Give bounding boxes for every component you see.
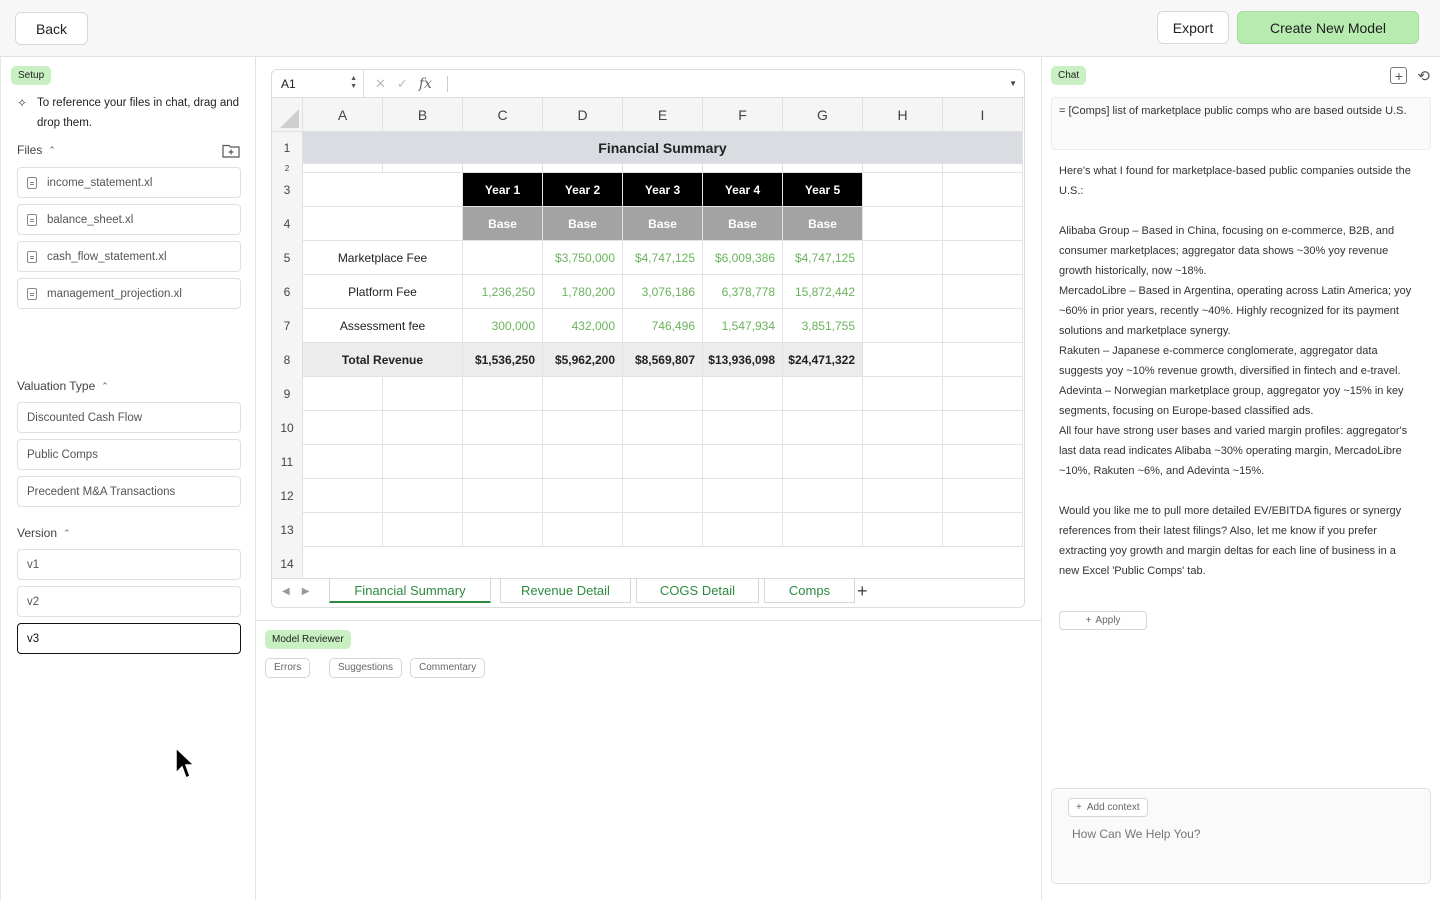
file-icon (27, 288, 37, 300)
files-section-toggle[interactable] (17, 143, 56, 157)
plus-icon: + (1076, 802, 1082, 813)
version-option-active[interactable]: v3 (17, 623, 241, 654)
cell[interactable] (543, 411, 623, 445)
column-header[interactable]: B (383, 98, 463, 132)
cell[interactable] (623, 479, 703, 513)
row-header[interactable]: 10 (272, 411, 303, 445)
cell[interactable] (463, 513, 543, 547)
chevron-up-icon: ⌃ (48, 144, 56, 155)
add-context-label: Add context (1086, 802, 1140, 813)
cell[interactable] (863, 513, 943, 547)
chat-input[interactable]: How Can We Help You? (1072, 827, 1201, 841)
answer-paragraph: MercadoLibre – Based in Argentina, operating across Latin America; yoy ~60% in prior years, recently ~40%. Highly recognized for its payment solutions and marketplace synergy. (1059, 285, 1415, 337)
cell[interactable] (383, 411, 463, 445)
suggestions-tab[interactable]: Suggestions (329, 658, 402, 678)
value-cell[interactable]: 300,000 (463, 309, 543, 343)
cell[interactable] (783, 411, 863, 445)
cell[interactable] (783, 164, 863, 173)
line-label[interactable]: Marketplace Fee (303, 241, 463, 275)
cell[interactable] (943, 173, 1023, 207)
cell[interactable] (783, 377, 863, 411)
cell[interactable] (943, 207, 1023, 241)
name-box[interactable] (272, 70, 364, 98)
cell[interactable] (943, 275, 1023, 309)
plus-icon: + (1085, 615, 1092, 626)
cell[interactable] (623, 377, 703, 411)
cell[interactable] (543, 377, 623, 411)
cell[interactable] (703, 445, 783, 479)
cell[interactable] (303, 513, 383, 547)
chevron-up-icon: ⌃ (63, 527, 71, 538)
cell[interactable] (943, 479, 1023, 513)
scenario-cell[interactable]: Base (463, 207, 543, 241)
cell[interactable] (303, 207, 463, 241)
cell[interactable] (543, 164, 623, 173)
cell[interactable] (303, 445, 383, 479)
spreadsheet (271, 69, 1025, 608)
cell[interactable] (863, 343, 943, 377)
value-cell[interactable] (463, 241, 543, 275)
mouse-pointer-icon (175, 747, 197, 781)
setup-pill: Setup (11, 66, 51, 85)
cell[interactable] (943, 513, 1023, 547)
cell[interactable] (463, 411, 543, 445)
export-button[interactable]: Export (1157, 11, 1229, 44)
valuation-title: Valuation Type (17, 379, 96, 393)
chat-pill: Chat (1051, 66, 1086, 85)
new-chat-icon[interactable]: + (1390, 67, 1407, 84)
version-option[interactable]: v2 (17, 586, 241, 617)
sheet-tab-financial-summary[interactable]: Financial Summary (329, 579, 491, 603)
value-cell[interactable]: 1,547,934 (703, 309, 783, 343)
answer-spacer (1059, 481, 1414, 501)
line-label[interactable]: Platform Fee (303, 275, 463, 309)
sheet-tab-revenue-detail[interactable]: Revenue Detail (500, 579, 631, 603)
year-header[interactable]: Year 1 (463, 173, 543, 207)
scenario-cell[interactable]: Base (543, 207, 623, 241)
file-icon (27, 251, 37, 263)
valuation-section-toggle[interactable] (17, 379, 109, 393)
column-header[interactable]: E (623, 98, 703, 132)
file-item[interactable] (17, 204, 241, 235)
row-header[interactable]: 13 (272, 513, 303, 547)
row-header[interactable]: 6 (272, 275, 303, 309)
cell[interactable] (863, 173, 943, 207)
assistant-answer (1059, 161, 1414, 581)
add-context-button[interactable] (1068, 798, 1148, 817)
tab-prev-icon[interactable]: ◀ (282, 586, 290, 597)
cell[interactable] (543, 513, 623, 547)
formula-separator (447, 76, 448, 92)
cell[interactable] (783, 445, 863, 479)
add-folder-icon[interactable] (222, 143, 240, 158)
cell[interactable] (463, 479, 543, 513)
value-cell[interactable]: $4,747,125 (783, 241, 863, 275)
tab-nav (282, 586, 309, 597)
cell[interactable] (463, 445, 543, 479)
cell[interactable] (383, 479, 463, 513)
files-title: Files (17, 143, 43, 157)
top-bar (0, 0, 1440, 57)
value-cell[interactable]: 15,872,442 (783, 275, 863, 309)
row-header[interactable]: 2 (272, 164, 303, 173)
value-cell[interactable]: $3,750,000 (543, 241, 623, 275)
answer-paragraph: All four have strong user bases and varied margin profiles: aggregator's last data read indicates Alibaba ~30% operating margin, MercadoLibre ~10%, Rakuten ~6%, and Adevinta ~15%. (1059, 425, 1411, 477)
cell[interactable] (303, 377, 383, 411)
row-header[interactable]: 1 (272, 132, 303, 164)
commentary-tab[interactable]: Commentary (410, 658, 485, 678)
model-reviewer-pill: Model Reviewer (265, 630, 351, 649)
cell[interactable] (703, 411, 783, 445)
cell[interactable] (383, 164, 463, 173)
add-sheet-icon[interactable]: + (857, 581, 868, 601)
sheet-title[interactable]: Financial Summary (303, 132, 1023, 164)
create-new-model-button[interactable]: Create New Model (1237, 11, 1419, 44)
spinner-icon: ▲ ▼ (350, 75, 357, 90)
total-cell[interactable]: $5,962,200 (543, 343, 623, 377)
column-header[interactable]: F (703, 98, 783, 132)
value-cell[interactable]: 3,076,186 (623, 275, 703, 309)
value-cell[interactable]: 1,780,200 (543, 275, 623, 309)
cell[interactable] (943, 241, 1023, 275)
cell[interactable] (623, 411, 703, 445)
cell[interactable] (863, 241, 943, 275)
row-header[interactable]: 3 (272, 173, 303, 207)
formula-bar (272, 70, 1025, 98)
drag-hint-text: To reference your files in chat, drag and drop them. (37, 97, 240, 129)
function-icon[interactable]: fx (418, 76, 432, 92)
name-box-value: A1 (281, 77, 296, 91)
row-header[interactable]: 8 (272, 343, 303, 377)
formula-actions (375, 76, 432, 92)
cell[interactable] (943, 445, 1023, 479)
cell[interactable] (943, 343, 1023, 377)
cell[interactable] (543, 479, 623, 513)
left-panel (0, 57, 256, 900)
valuation-option[interactable]: Discounted Cash Flow (17, 402, 241, 433)
cell[interactable] (943, 377, 1023, 411)
cell[interactable] (543, 445, 623, 479)
cancel-icon[interactable]: ✕ (375, 76, 386, 91)
confirm-icon[interactable]: ✓ (396, 76, 408, 91)
valuation-option[interactable]: Public Comps (17, 439, 241, 470)
scenario-cell[interactable]: Base (703, 207, 783, 241)
drag-hint (17, 93, 242, 133)
user-query: = [Comps] list of marketplace public comps who are based outside U.S. (1051, 97, 1431, 150)
total-cell[interactable]: $8,569,807 (623, 343, 703, 377)
cell[interactable] (463, 164, 543, 173)
column-header[interactable]: G (783, 98, 863, 132)
sheet-tabs-bar (272, 578, 1025, 608)
scenario-cell[interactable]: Base (783, 207, 863, 241)
cell[interactable] (703, 479, 783, 513)
file-item[interactable] (17, 241, 241, 272)
cell[interactable] (623, 164, 703, 173)
value-cell[interactable]: 746,496 (623, 309, 703, 343)
cell[interactable] (303, 479, 383, 513)
valuation-option[interactable]: Precedent M&A Transactions (17, 476, 241, 507)
cell[interactable] (303, 411, 383, 445)
version-title: Version (17, 526, 58, 540)
cell[interactable] (863, 275, 943, 309)
answer-paragraph: Would you like me to pull more detailed EV/EBITDA figures or synergy references from their latest filings? Also, let me know if you prefer extracting yoy growth and margin deltas for each line of business in a new Excel 'Public Comps' tab. (1059, 505, 1405, 577)
cell[interactable] (863, 207, 943, 241)
file-name: balance_sheet.xl (47, 213, 134, 226)
cell[interactable] (623, 513, 703, 547)
cell[interactable] (943, 309, 1023, 343)
center-panel (256, 57, 1041, 900)
sheet-tab-cogs-detail[interactable]: COGS Detail (636, 579, 759, 603)
cell[interactable] (943, 164, 1023, 173)
cell[interactable] (943, 411, 1023, 445)
cell[interactable] (863, 445, 943, 479)
row-header[interactable]: 4 (272, 207, 303, 241)
column-header[interactable]: H (863, 98, 943, 132)
chat-composer[interactable] (1051, 788, 1431, 884)
cell[interactable] (863, 164, 943, 173)
file-item[interactable] (17, 167, 241, 198)
chat-panel (1041, 57, 1440, 900)
total-cell[interactable]: $1,536,250 (463, 343, 543, 377)
cell[interactable] (783, 513, 863, 547)
scenario-cell[interactable]: Base (623, 207, 703, 241)
cell[interactable] (383, 513, 463, 547)
cell[interactable] (863, 411, 943, 445)
select-all-corner[interactable] (272, 98, 303, 132)
cell[interactable] (783, 479, 863, 513)
history-icon[interactable]: ⟲ (1417, 68, 1430, 85)
apply-button[interactable] (1059, 611, 1147, 630)
divider (256, 620, 1041, 621)
row-header[interactable]: 11 (272, 445, 303, 479)
value-cell[interactable]: 3,851,755 (783, 309, 863, 343)
answer-paragraph: Rakuten – Japanese e-commerce conglomerate, aggregator data suggests yoy ~10% revenue growth, diversified in fintech and e-travel. (1059, 345, 1401, 377)
total-cell[interactable]: $24,471,322 (783, 343, 863, 377)
column-header[interactable]: A (303, 98, 383, 132)
row-header[interactable]: 12 (272, 479, 303, 513)
tab-next-icon[interactable]: ▶ (301, 586, 310, 597)
answer-spacer (1059, 201, 1414, 221)
file-item[interactable] (17, 278, 241, 309)
answer-paragraph: Alibaba Group – Based in China, focusing on e-commerce, B2B, and consumer marketplaces; aggregator data shows ~30% yoy revenue growth historically, now ~18%. (1059, 225, 1398, 277)
chat-actions (1390, 67, 1430, 85)
cell[interactable] (303, 164, 383, 173)
row-header[interactable]: 14 (272, 547, 303, 581)
total-label[interactable]: Total Revenue (303, 343, 463, 377)
chevron-up-icon: ⌃ (101, 380, 109, 391)
cell[interactable] (383, 377, 463, 411)
row-header[interactable]: 9 (272, 377, 303, 411)
cell[interactable] (383, 445, 463, 479)
file-name: management_projection.xl (47, 287, 182, 300)
chevron-down-icon[interactable]: ▼ (1009, 79, 1017, 88)
apply-label: Apply (1095, 615, 1121, 626)
version-section-toggle[interactable] (17, 526, 71, 540)
value-cell[interactable]: 1,236,250 (463, 275, 543, 309)
year-header[interactable]: Year 3 (623, 173, 703, 207)
cell[interactable] (863, 309, 943, 343)
cell[interactable] (863, 377, 943, 411)
cell[interactable] (703, 377, 783, 411)
cell[interactable] (703, 513, 783, 547)
errors-tab[interactable]: Errors (265, 658, 310, 678)
year-header[interactable]: Year 4 (703, 173, 783, 207)
version-option[interactable]: v1 (17, 549, 241, 580)
sparkle-icon: ✧ (17, 96, 28, 110)
file-name: income_statement.xl (47, 176, 153, 189)
column-header[interactable]: I (943, 98, 1023, 132)
row-header[interactable]: 5 (272, 241, 303, 275)
value-cell[interactable]: 432,000 (543, 309, 623, 343)
value-cell[interactable]: 6,378,778 (703, 275, 783, 309)
file-name: cash_flow_statement.xl (47, 250, 167, 263)
answer-paragraph: Adevinta – Norwegian marketplace group, aggregator yoy ~15% in key segments, focusing on Europe-based classified ads. (1059, 385, 1407, 417)
sheet-tab-comps[interactable]: Comps (764, 579, 855, 603)
value-cell[interactable]: $4,747,125 (623, 241, 703, 275)
file-icon (27, 177, 37, 189)
line-label[interactable]: Assessment fee (303, 309, 463, 343)
file-icon (27, 214, 37, 226)
cell[interactable] (463, 377, 543, 411)
year-header[interactable]: Year 2 (543, 173, 623, 207)
column-header[interactable]: C (463, 98, 543, 132)
year-header[interactable]: Year 5 (783, 173, 863, 207)
row-header[interactable]: 7 (272, 309, 303, 343)
column-header[interactable]: D (543, 98, 623, 132)
cell[interactable] (863, 479, 943, 513)
answer-paragraph: Here's what I found for marketplace-based public companies outside the U.S.: (1059, 165, 1414, 197)
value-cell[interactable]: $6,009,386 (703, 241, 783, 275)
cell[interactable] (623, 445, 703, 479)
total-cell[interactable]: $13,936,098 (703, 343, 783, 377)
cell[interactable] (703, 164, 783, 173)
back-button[interactable]: Back (15, 12, 88, 45)
cell[interactable] (303, 173, 463, 207)
